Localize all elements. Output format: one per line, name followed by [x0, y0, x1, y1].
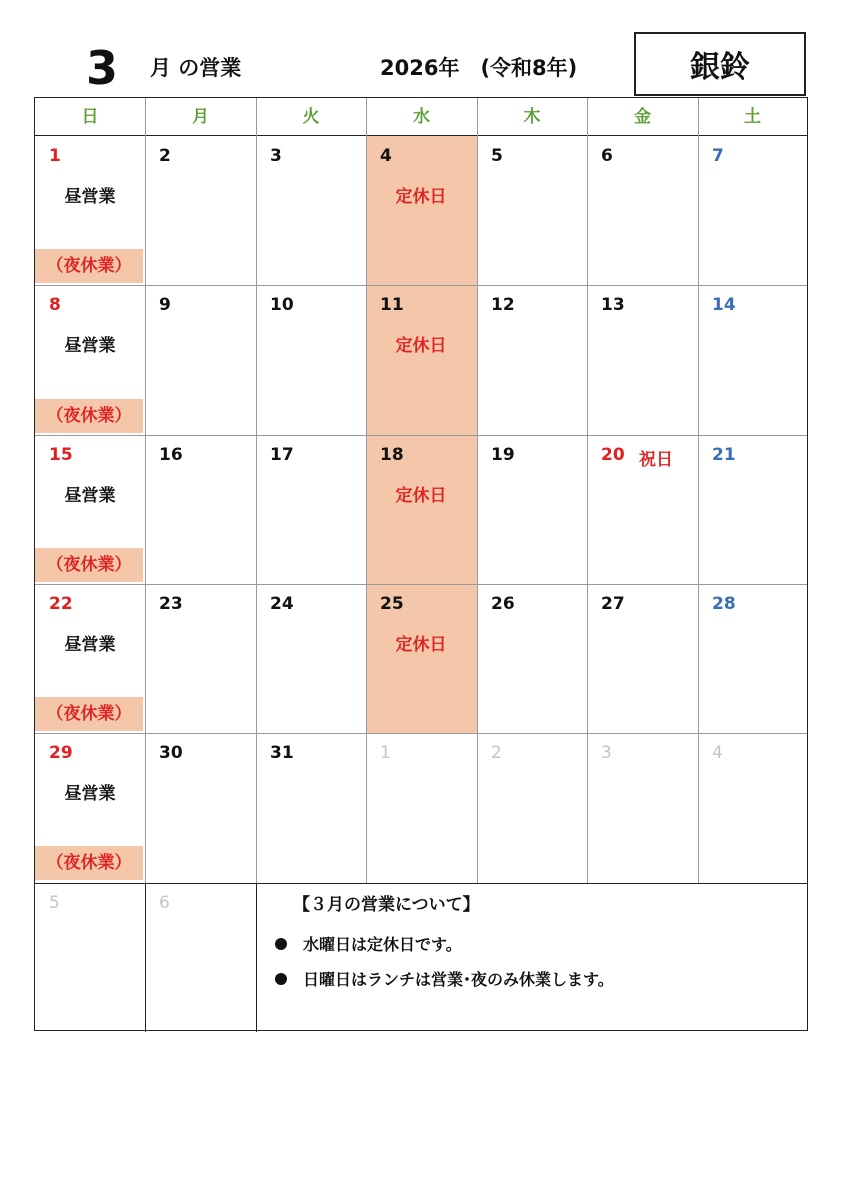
day-number: 10 [270, 295, 294, 316]
grid-line [698, 98, 699, 883]
grid-line [35, 584, 807, 585]
weekday-header: 土 [744, 107, 761, 127]
day-cell [256, 285, 366, 434]
notes-title: 【３月の営業について】 [293, 895, 480, 915]
day-number: 30 [159, 743, 183, 764]
day-number: 18 [380, 444, 404, 465]
day-number: 6 [601, 146, 613, 166]
day-cell [145, 435, 256, 584]
grid-line [35, 435, 807, 436]
day-number: 13 [601, 295, 625, 316]
night-closed-label: （夜休業） [35, 697, 143, 731]
day-cell [256, 584, 366, 733]
day-number: 26 [491, 593, 515, 614]
day-cell [35, 883, 145, 1032]
day-cell [366, 584, 477, 733]
bullet-icon [275, 973, 287, 985]
day-number: 28 [712, 593, 736, 614]
grid-line [256, 883, 257, 1032]
holiday-label: 祝日 [639, 449, 673, 470]
day-number: 15 [49, 444, 73, 465]
weekday-header: 水 [413, 107, 430, 127]
day-number: 24 [270, 593, 294, 614]
day-cell [35, 136, 145, 285]
day-number: 2 [159, 146, 171, 166]
day-cell [587, 584, 698, 733]
day-cell [587, 435, 698, 584]
grid-line [35, 733, 807, 734]
day-cell [698, 435, 807, 584]
grid-line [145, 98, 146, 883]
day-cell [366, 435, 477, 584]
day-number: 25 [380, 593, 404, 614]
day-cell [145, 584, 256, 733]
month-number: 3 [86, 41, 119, 95]
day-cell [256, 733, 366, 882]
weekday-header: 月 [192, 107, 209, 127]
lunch-open-label: 昼営業 [64, 187, 116, 207]
note-text: 日曜日はランチは営業･夜のみ休業します。 [303, 970, 614, 989]
day-cell [35, 584, 145, 733]
note-item [275, 967, 614, 990]
day-number: 29 [49, 743, 73, 764]
day-cell [477, 136, 587, 285]
day-cell [35, 435, 145, 584]
day-cell [366, 285, 477, 434]
notes-section [255, 882, 807, 1030]
grid-line [145, 883, 146, 1032]
day-cell [35, 285, 145, 434]
day-number: 1 [49, 146, 61, 166]
day-number: 19 [491, 444, 515, 465]
lunch-open-label: 昼営業 [64, 784, 116, 805]
note-item [275, 932, 462, 955]
day-cell [256, 435, 366, 584]
closed-day-label: 定休日 [395, 485, 447, 506]
lunch-open-label: 昼営業 [64, 336, 116, 357]
day-cell [145, 285, 256, 434]
note-text: 水曜日は定休日です。 [303, 935, 462, 954]
day-number: 1 [380, 743, 391, 764]
day-cell [587, 136, 698, 285]
weekday-header: 火 [302, 107, 320, 127]
day-number: 20 [601, 444, 625, 465]
day-number: 14 [712, 295, 736, 316]
day-number: 3 [601, 743, 612, 764]
day-number: 9 [159, 295, 171, 316]
grid-line [35, 285, 807, 286]
weekday-header: 金 [634, 107, 651, 127]
header [0, 0, 842, 98]
day-number: 6 [159, 892, 170, 913]
day-cell [477, 285, 587, 434]
day-number: 5 [49, 892, 60, 913]
day-number: 7 [712, 146, 724, 166]
day-cell [698, 584, 807, 733]
shop-name-box [634, 32, 806, 96]
night-closed-label: （夜休業） [35, 548, 143, 582]
day-cell [587, 733, 698, 882]
grid-line [256, 98, 257, 883]
day-cell [698, 136, 807, 285]
day-cell [145, 883, 256, 1032]
day-number: 8 [49, 295, 61, 316]
day-number: 5 [491, 146, 503, 166]
day-cell [587, 285, 698, 434]
day-number: 4 [380, 146, 392, 166]
night-closed-label: （夜休業） [35, 399, 143, 433]
day-cell [477, 584, 587, 733]
day-number: 21 [712, 444, 736, 465]
day-number: 27 [601, 593, 625, 614]
weekday-header-row [35, 98, 807, 136]
day-cell [698, 733, 807, 882]
grid-line [587, 98, 588, 883]
lunch-open-label: 昼営業 [64, 634, 116, 655]
weekday-header: 木 [523, 107, 541, 127]
day-cell [256, 136, 366, 285]
day-number: 12 [491, 295, 515, 316]
day-cell [477, 435, 587, 584]
closed-day-label: 定休日 [395, 336, 447, 357]
day-number: 22 [49, 593, 73, 614]
weekday-header: 日 [81, 107, 99, 127]
day-cell [698, 285, 807, 434]
day-number: 2 [491, 743, 502, 764]
day-cell [366, 136, 477, 285]
day-number: 17 [270, 444, 294, 465]
closed-day-label: 定休日 [395, 634, 447, 655]
calendar-grid [34, 97, 808, 1031]
day-number: 16 [159, 444, 183, 465]
day-number: 11 [380, 295, 404, 316]
grid-line [366, 98, 367, 883]
day-cell [366, 733, 477, 882]
day-cell [145, 733, 256, 882]
night-closed-label: （夜休業） [35, 249, 143, 283]
day-cell [477, 733, 587, 882]
grid-line [35, 883, 807, 884]
closed-day-label: 定休日 [395, 187, 447, 207]
shop-name: 銀鈴 [690, 50, 750, 85]
lunch-open-label: 昼営業 [64, 485, 116, 506]
night-closed-label: （夜休業） [35, 846, 143, 880]
day-number: 3 [270, 146, 282, 166]
grid-line [477, 98, 478, 883]
day-number: 23 [159, 593, 183, 614]
day-cell [35, 733, 145, 882]
month-label: 月 の営業 [150, 56, 242, 80]
day-number: 4 [712, 743, 723, 764]
day-cell [145, 136, 256, 285]
bullet-icon [275, 938, 287, 950]
year-label: 2026年 (令和8年) [380, 56, 578, 80]
day-number: 31 [270, 743, 294, 764]
